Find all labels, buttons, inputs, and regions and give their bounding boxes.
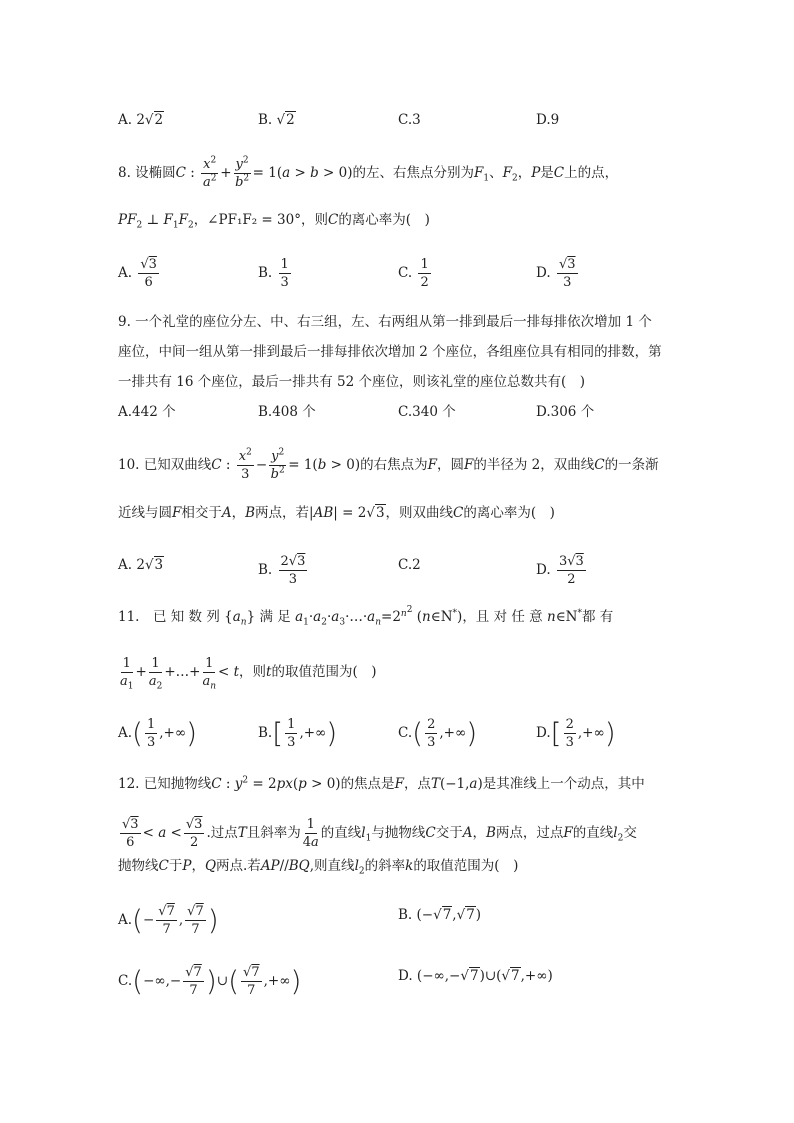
q10-option-d: D. $\frac{3√3}{2}$	[536, 554, 584, 587]
q9-option-d: D.306 个	[536, 404, 595, 420]
q8-line-1: 8. 设椭圆C : $\frac{x^2}{a^2}$ + $\frac{y^2}{b^2}$ = 1(a > b > 0)的左、右焦点分别为$F_1$、$F_2$，P是C上的点，	[118, 155, 619, 190]
q11-option-c: C.( $\frac{2}{3}$ ,+∞)	[398, 716, 478, 750]
q12-option-a: A.(− $\frac{√7}{7}$ , $\frac{√7}{7}$ )	[118, 903, 219, 937]
q12-line-1: 12. 已知抛物线C : $y^2 = 2px(p > 0)$的焦点是F，点T(−1,a)是其准线上一个动点，其中	[118, 775, 645, 792]
q8-option-a: A. $\frac{√3}{6}$	[118, 257, 157, 290]
q10-option-a: A. 2√3	[118, 557, 164, 573]
q8-option-c: C. $\frac{1}{2}$	[398, 257, 429, 290]
q7-option-b: B. √2	[258, 112, 295, 128]
q12-option-c: C.(−∞,− $\frac{√7}{7}$ )∪( $\frac{√7}{7}$ ,+∞)	[118, 964, 302, 998]
q11-option-d: D.[ $\frac{2}{3}$ ,+∞)	[536, 716, 616, 750]
q11-line-1: 11. 已 知 数 列 $\{a_n\}$ 满 足 $a_1\cdot a_2\cdot a_3\cdot\dots\cdot a_n=2^{n^2}$ (n∈N*)，且 对 任 意 n∈N*都 有	[118, 604, 614, 628]
q11-option-a: A.( $\frac{1}{3}$ ,+∞)	[118, 716, 198, 750]
q7-option-d: D.9	[536, 112, 560, 128]
q8-option-b: B. $\frac{1}{3}$	[258, 257, 289, 290]
q7-option-a: A. 2√2	[118, 112, 164, 128]
q12-option-d: D. (−∞,−√7)∪(√7,+∞)	[398, 968, 553, 984]
q9-line-1: 9. 一个礼堂的座位分左、中、右三组，左、右两组从第一排到最后一排每排依次增加 1 个	[118, 314, 652, 330]
q7-option-c: C.3	[398, 112, 421, 128]
q8-option-d: D. $\frac{√3}{3}$	[536, 257, 576, 290]
q9-option-c: C.340 个	[398, 404, 456, 420]
q9-option-a: A.442 个	[118, 404, 176, 420]
q11-line-2: $\frac{1}{a_1}$ + $\frac{1}{a_2}$ +…+ $\frac{1}{a_n}$ < t，则t的取值范围为( )	[120, 656, 377, 692]
q10-line-1: 10. 已知双曲线C : $\frac{x^2}{3}$ − $\frac{y^2}{b^2}$ = 1(b > 0)的右焦点为F，圆F的半径为 2，双曲线C的一条渐	[118, 447, 659, 482]
q10-option-b: B. $\frac{2√3}{3}$	[258, 554, 306, 587]
q12-option-b: B. (−√7,√7)	[398, 907, 482, 923]
q11-option-b: B.[ $\frac{1}{3}$ ,+∞)	[258, 716, 338, 750]
q10-option-c: C.2	[398, 557, 421, 573]
q10-line-2: 近线与圆F相交于A，B两点，若|AB| = 2√3，则双曲线C的离心率为( )	[118, 505, 555, 521]
q9-option-b: B.408 个	[258, 404, 316, 420]
q12-line-2: $\frac{√3}{6}$ < a < $\frac{√3}{2}$ .过点T且斜率为 $\frac{1}{4a}$ 的直线$l_1$与抛物线C交于A，B两点，过点F的直线$l_2$交	[122, 817, 637, 850]
q9-line-3: 一排共有 16 个座位，最后一排共有 52 个座位，则该礼堂的座位总数共有( )	[118, 374, 586, 390]
q8-line-2: $PF_2$ ⊥ $F_1F_2$，∠PF₁F₂ = 30°，则C的离心率为( )	[118, 212, 430, 231]
q9-line-2: 座位，中间一组从第一排到最后一排每排依次增加 2 个座位，各组座位具有相同的排数，第	[118, 344, 662, 360]
q12-line-3: 抛物线C于P，Q两点.若AP//BQ,则直线$l_2$的斜率k的取值范围为( )	[118, 858, 519, 877]
